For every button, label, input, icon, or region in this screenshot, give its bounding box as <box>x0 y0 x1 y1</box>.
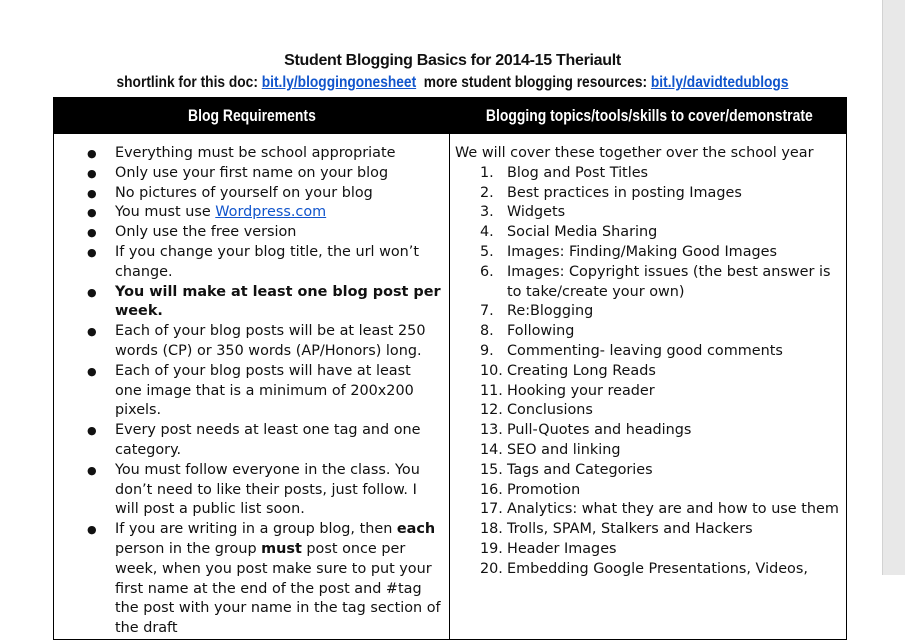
wordpress-link[interactable]: Wordpress.com <box>215 204 327 221</box>
topic-number: 14. <box>480 441 503 458</box>
list-item: ● Every post needs at least one tag and one category. <box>54 421 449 461</box>
table-header-row <box>54 98 847 134</box>
topic-text: SEO and linking <box>507 441 621 458</box>
topic-number: 18. <box>480 521 503 538</box>
topic-number: 4. <box>480 224 494 241</box>
topic-text: Tags and Categories <box>507 461 653 478</box>
topic-text: Following <box>507 323 575 340</box>
list-item: ● No pictures of yourself on your blog <box>54 184 449 204</box>
topic-number: 1. <box>480 164 494 181</box>
requirements-list <box>54 144 449 639</box>
topic-number: 6. <box>480 263 494 280</box>
topic-number: 15. <box>480 461 503 478</box>
header-blog-requirements: Blog Requirements <box>54 98 450 134</box>
topic-text: Commenting- leaving good comments <box>507 342 783 359</box>
topic-number: 12. <box>480 402 503 419</box>
topic-item <box>450 401 846 421</box>
topic-text: Header Images <box>507 540 617 557</box>
topic-number: 19. <box>480 540 503 557</box>
topic-text: Re:Blogging <box>507 303 594 320</box>
topic-text: Images: Finding/Making Good Images <box>507 243 778 260</box>
topic-number: 5. <box>480 243 494 260</box>
topic-number: 10. <box>480 362 503 379</box>
topic-text: Widgets <box>507 204 566 221</box>
topic-item <box>450 540 846 560</box>
list-item: ● Each of your blog posts will have at least one image that is a minimum of 200x200 pixels. <box>54 362 449 421</box>
topic-item <box>450 560 846 580</box>
topic-number: 9. <box>480 342 494 359</box>
topic-number: 13. <box>480 422 503 439</box>
document-title: Student Blogging Basics for 2014-15 Theriault <box>284 52 621 69</box>
topic-item <box>450 203 846 223</box>
topic-item <box>450 520 846 540</box>
list-item: ● Everything must be school appropriate <box>54 144 449 164</box>
weekly-post-rule: You will make at least one blog post per week. <box>115 283 441 320</box>
topic-item <box>450 481 846 501</box>
table-body-row <box>54 134 847 640</box>
topic-text: Embedding Google Presentations, Videos, <box>507 560 808 577</box>
topic-number: 8. <box>480 323 494 340</box>
shortlink-label: shortlink for this doc: <box>116 74 262 91</box>
topic-item <box>450 322 846 342</box>
topic-item <box>450 362 846 382</box>
topics-list <box>450 164 846 580</box>
topic-number: 7. <box>480 303 494 320</box>
list-item <box>54 283 449 323</box>
topic-number: 17. <box>480 501 503 518</box>
topic-item <box>450 223 846 243</box>
topic-text: Best practices in posting Images <box>507 184 742 201</box>
topic-item <box>450 382 846 402</box>
topic-text: Conclusions <box>507 402 593 419</box>
topic-text: Hooking your reader <box>507 382 655 399</box>
topics-intro: We will cover these together over the school year <box>455 145 814 161</box>
list-item: ● You must use Wordpress.com <box>54 203 449 223</box>
topic-item <box>450 243 846 263</box>
list-item: ● Only use your first name on your blog <box>54 164 449 184</box>
topic-item <box>450 441 846 461</box>
requirements-cell <box>54 134 450 640</box>
topic-text: Pull-Quotes and headings <box>507 422 692 439</box>
topic-number: 20. <box>480 560 503 577</box>
requirements-topics-table <box>53 97 847 640</box>
topic-number: 2. <box>480 184 494 201</box>
topic-item <box>450 302 846 322</box>
list-item: ● If you are writing in a group blog, then each person in the group must post once per week, when you post make sure to put your first name at the end of the post and #tag the post with your name in the tag section of the draft <box>54 520 449 639</box>
topic-number: 16. <box>480 481 503 498</box>
resources-label: more student blogging resources: <box>423 74 651 91</box>
topic-item <box>450 342 846 362</box>
shortlink-line <box>63 74 841 92</box>
topic-item <box>450 500 846 520</box>
topic-item <box>450 461 846 481</box>
topic-text: Blog and Post Titles <box>507 164 649 181</box>
topic-text: Analytics: what they are and how to use them <box>507 501 839 518</box>
topic-item <box>450 263 846 303</box>
resources-url-link[interactable]: bit.ly/davidtedublogs <box>650 74 789 91</box>
topic-text: Trolls, SPAM, Stalkers and Hackers <box>507 521 753 538</box>
topic-text: Images: Copyright issues (the best answer is to take/create your own) <box>507 263 831 300</box>
topic-item <box>450 164 846 184</box>
topic-item <box>450 184 846 204</box>
topics-cell <box>450 134 847 640</box>
list-item: ● Each of your blog posts will be at least 250 words (CP) or 350 words (AP/Honors) long. <box>54 322 449 362</box>
topic-number: 11. <box>480 382 503 399</box>
topic-item <box>450 421 846 441</box>
topic-number: 3. <box>480 204 494 221</box>
header-blogging-topics: Blogging topics/tools/skills to cover/demonstrate <box>450 98 847 134</box>
topic-text: Promotion <box>507 481 581 498</box>
topic-text: Creating Long Reads <box>507 362 656 379</box>
list-item: ● You must follow everyone in the class. You don’t need to like their posts, just follow. I will post a public list soon. <box>54 461 449 520</box>
topic-text: Social Media Sharing <box>507 224 658 241</box>
list-item: ● Only use the free version <box>54 223 449 243</box>
window-edge-scrollbar <box>882 0 905 575</box>
shortlink-url-link[interactable]: bit.ly/bloggingonesheet <box>261 74 417 91</box>
list-item: ● If you change your blog title, the url won’t change. <box>54 243 449 283</box>
